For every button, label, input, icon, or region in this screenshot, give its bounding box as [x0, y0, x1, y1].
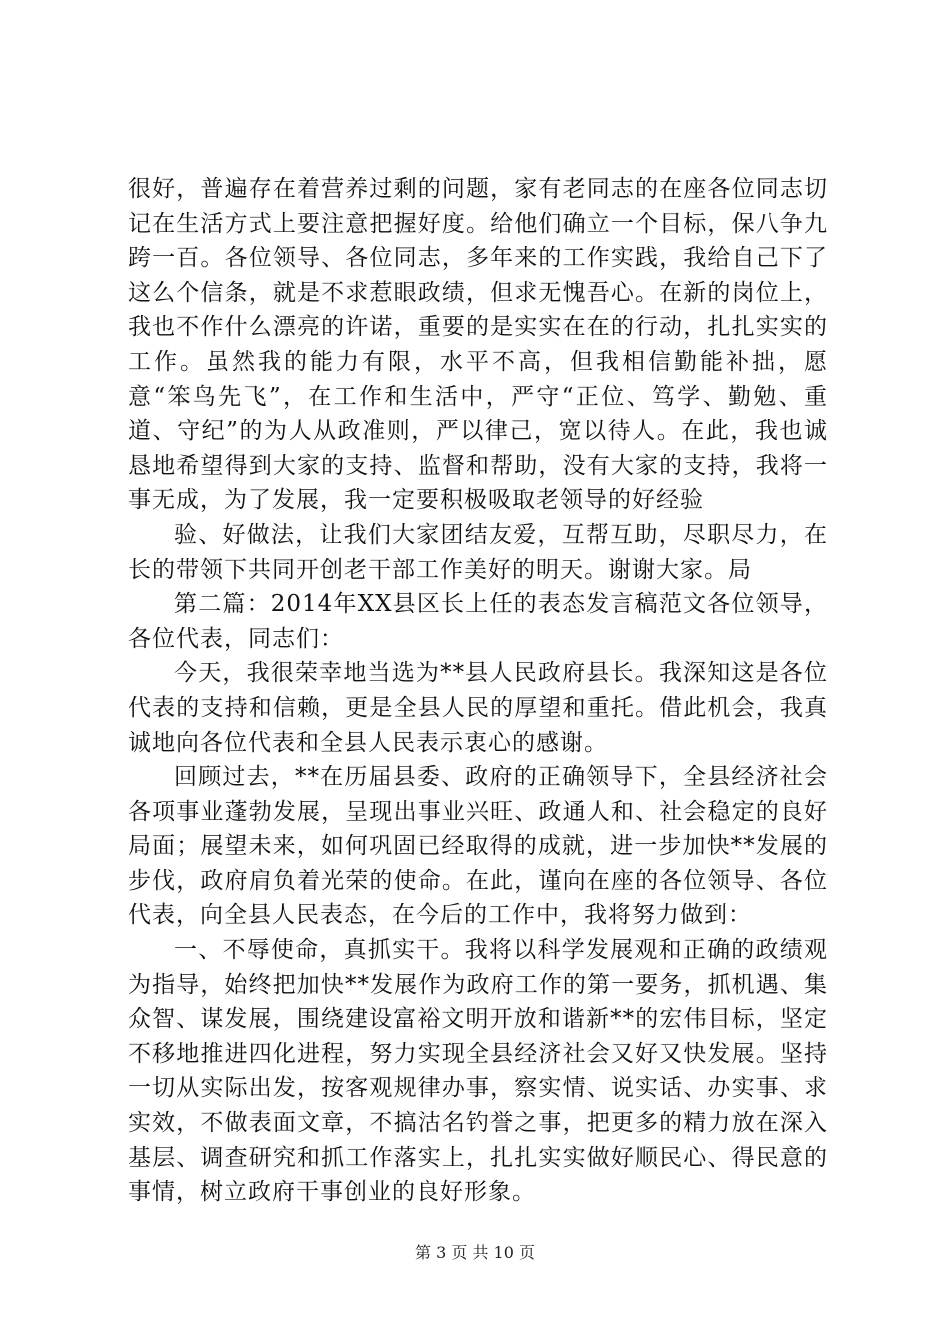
paragraph-intro: 今天，我很荣幸地当选为**县人民政府县长。我深知这是各位代表的支持和信赖，更是全县人民的厚望和重托。借此机会，我真诚地向各位代表和全县人民表示衷心的感谢。	[128, 660, 828, 756]
document-body	[128, 172, 828, 1210]
paragraph-continuation: 很好，普遍存在着营养过剩的问题，家有老同志的在座各位同志切记在生活方式上要注意把握好度。给他们确立一个目标，保八争九跨一百。各位领导、各位同志，多年来的工作实践，我给自己下了这么个信条，就是不求惹眼政绩，但求无愧吾心。在新的岗位上，我也不作什么漂亮的许诺，重要的是实实在在的行动，扎扎实实的工作。虽然我的能力有限，水平不高，但我相信勤能补拙，愿意“笨鸟先飞”，在工作和生活中，严守“正位、笃学、勤勉、重道、守纪”的为人从政准则，严以律己，宽以待人。在此，我也诚恳地希望得到大家的支持、监督和帮助，没有大家的支持，我将一事无成，为了发展，我一定要积极吸取老领导的好经验	[128, 176, 828, 514]
paragraph-review: 回顾过去，**在历届县委、政府的正确领导下，全县经济社会各项事业蓬勃发展，呈现出事业兴旺、政通人和、社会稳定的良好局面；展望未来，如何巩固已经取得的成就，进一步加快**发展的步伐，政府肩负着光荣的使命。在此，谨向在座的各位领导、各位代表，向全县人民表态，在今后的工作中，我将努力做到：	[128, 764, 828, 929]
page-footer: 第 3 页 共 10 页	[415, 1243, 535, 1262]
paragraph-closing: 验、好做法，让我们大家团结友爱，互帮互助，尽职尽力，在长的带领下共同开创老干部工作美好的明天。谢谢大家。局	[128, 521, 828, 583]
paragraph-point-one: 一、不辱使命，真抓实干。我将以科学发展观和正确的政绩观为指导，始终把加快**发展作为政府工作的第一要务，抓机遇、集众智、谋发展，围绕建设富裕文明开放和谐新**的宏伟目标，坚定不移地推进四化进程，努力实现全县经济社会又好又快发展。坚持一切从实际出发，按客观规律办事，察实情、说实话、办实事、求实效，不做表面文章，不搞沽名钓誉之事，把更多的精力放在深入基层、调查研究和抓工作落实上，扎扎实实做好顺民心、得民意的事情，树立政府干事创业的良好形象。	[128, 937, 828, 1206]
section-heading-paragraph: 第二篇：2014年XX县区长上任的表态发言稿范文各位领导，各位代表，同志们：	[128, 591, 828, 652]
